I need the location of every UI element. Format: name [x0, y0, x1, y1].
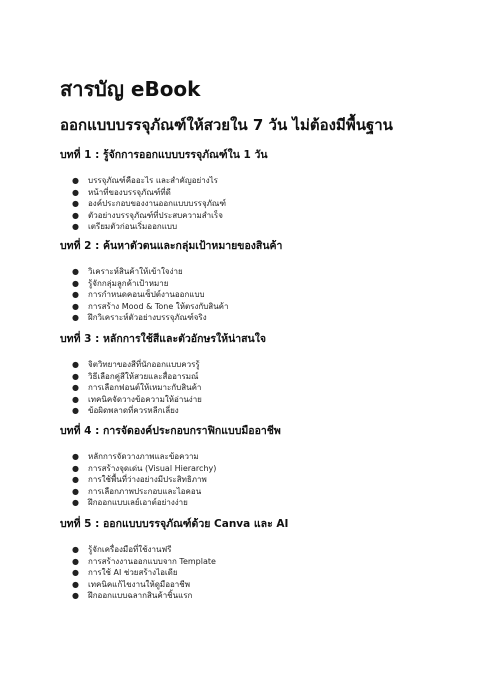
- chapter-heading: บทที่ 4 : การจัดองค์ประกอบกราฟิกแบบมืออาชีพ: [60, 425, 281, 437]
- bullet-icon: ●: [72, 187, 79, 197]
- chapter-3: [60, 332, 460, 417]
- list-item-text: การสร้างงานออกแบบจาก Template: [88, 556, 216, 566]
- list-item: [60, 278, 460, 290]
- bullet-icon: ●: [72, 545, 79, 554]
- list-item-text: เทคนิคจัดวางข้อความให้อ่านง่าย: [88, 394, 202, 404]
- chapter-2: [60, 239, 460, 324]
- list-item: [60, 198, 460, 210]
- list-item: [60, 266, 460, 278]
- list-item: [60, 301, 460, 313]
- chapter-item-list: [60, 544, 460, 602]
- bullet-icon: ●: [72, 360, 79, 369]
- list-item-text: ฝึกวิเคราะห์ตัวอย่างบรรจุภัณฑ์จริง: [88, 313, 207, 323]
- bullet-icon: ●: [72, 290, 79, 300]
- bullet-icon: ●: [72, 278, 79, 288]
- list-item-text: ฝึกออกแบบเลย์เอาต์อย่างง่าย: [88, 498, 188, 508]
- list-item-text: ฝึกออกแบบฉลากสินค้าชิ้นแรก: [88, 591, 193, 601]
- list-item-text: ตัวอย่างบรรจุภัณฑ์ที่ประสบความสำเร็จ: [88, 210, 223, 220]
- list-item-text: เทคนิคแก้ไขงานให้ดูมืออาชีพ: [88, 579, 190, 589]
- list-item-text: องค์ประกอบของงานออกแบบบรรจุภัณฑ์: [88, 199, 226, 209]
- chapter-heading: บทที่ 2 : ค้นหาตัวตนและกลุ่มเป้าหมายของสินค้า: [60, 240, 283, 252]
- list-item: [60, 486, 460, 498]
- list-item: [60, 289, 460, 301]
- list-item: [60, 312, 460, 324]
- list-item-text: รู้จักเครื่องมือที่ใช้งานฟรี: [88, 545, 172, 554]
- list-item: [60, 187, 460, 199]
- list-item: [60, 451, 460, 463]
- list-item-text: การใช้พื้นที่ว่างอย่างมีประสิทธิภาพ: [88, 475, 207, 485]
- list-item-text: เตรียมตัวก่อนเริ่มออกแบบ: [88, 222, 178, 232]
- bullet-icon: ●: [72, 383, 79, 393]
- list-item-text: ข้อผิดพลาดที่ควรหลีกเลี่ยง: [88, 406, 179, 416]
- bullet-icon: ●: [72, 222, 79, 232]
- list-item-text: การเลือกภาพประกอบและไอคอน: [88, 486, 202, 496]
- bullet-icon: ●: [72, 579, 79, 589]
- list-item-text: วิเคราะห์สินค้าให้เข้าใจง่าย: [88, 267, 183, 276]
- bullet-icon: ●: [72, 452, 79, 461]
- bullet-icon: ●: [72, 475, 79, 485]
- chapter-heading: บทที่ 1 : รู้จักการออกแบบบรรจุภัณฑ์ใน 1 วัน: [60, 149, 268, 161]
- bullet-icon: ●: [72, 498, 79, 508]
- bullet-icon: ●: [72, 556, 79, 566]
- bullet-icon: ●: [72, 371, 79, 381]
- bullet-icon: ●: [72, 313, 79, 323]
- bullet-icon: ●: [72, 591, 79, 601]
- chapter-item-list: [60, 359, 460, 417]
- bullet-icon: ●: [72, 301, 79, 311]
- bullet-icon: ●: [72, 199, 79, 209]
- list-item: [60, 371, 460, 383]
- list-item: [60, 175, 460, 187]
- list-item-text: วิธีเลือกคู่สีให้สวยและสื่ออารมณ์: [88, 371, 199, 381]
- list-item: [60, 463, 460, 475]
- chapter-item-list: [60, 175, 460, 233]
- document-title: สารบัญ eBook: [60, 77, 201, 101]
- list-item-text: การเลือกฟอนต์ให้เหมาะกับสินค้า: [88, 383, 202, 393]
- chapter-item-list: [60, 266, 460, 324]
- bullet-icon: ●: [72, 486, 79, 496]
- list-item-text: หน้าที่ของบรรจุภัณฑ์ที่ดี: [88, 187, 171, 197]
- bullet-icon: ●: [72, 210, 79, 220]
- list-item-text: การใช้ AI ช่วยสร้างไอเดีย: [88, 568, 178, 578]
- list-item: [60, 579, 460, 591]
- list-item: [60, 221, 460, 233]
- list-item-text: รู้จักกลุ่มลูกค้าเป้าหมาย: [88, 278, 169, 288]
- list-item-text: จิตวิทยาของสีที่นักออกแบบควรรู้: [88, 360, 200, 369]
- bullet-icon: ●: [72, 406, 79, 416]
- bullet-icon: ●: [72, 176, 79, 185]
- bullet-icon: ●: [72, 463, 79, 473]
- list-item: [60, 394, 460, 406]
- chapter-heading: บทที่ 5 : ออกแบบบรรจุภัณฑ์ด้วย Canva และ AI: [60, 518, 289, 530]
- chapter-item-list: [60, 451, 460, 509]
- list-item: [60, 590, 460, 602]
- list-item: [60, 359, 460, 371]
- list-item: [60, 497, 460, 509]
- list-item: [60, 544, 460, 556]
- list-item: [60, 405, 460, 417]
- list-item: [60, 556, 460, 568]
- list-item: [60, 474, 460, 486]
- list-item: [60, 210, 460, 222]
- list-item-text: บรรจุภัณฑ์คืออะไร และสำคัญอย่างไร: [88, 176, 218, 185]
- chapter-1: [60, 148, 460, 233]
- list-item-text: หลักการจัดวางภาพและข้อความ: [88, 452, 199, 461]
- chapter-heading: บทที่ 3 : หลักการใช้สีและตัวอักษรให้น่าสนใจ: [60, 333, 267, 345]
- list-item-text: การสร้างจุดเด่น (Visual Hierarchy): [88, 463, 217, 473]
- bullet-icon: ●: [72, 568, 79, 578]
- list-item-text: การกำหนดคอนเซ็ปต์งานออกแบบ: [88, 290, 205, 300]
- chapter-5: [60, 517, 460, 602]
- bullet-icon: ●: [72, 394, 79, 404]
- list-item: [60, 382, 460, 394]
- list-item: [60, 567, 460, 579]
- bullet-icon: ●: [72, 267, 79, 276]
- list-item-text: การสร้าง Mood & Tone ให้ตรงกับสินค้า: [88, 301, 229, 311]
- document-subtitle: ออกแบบบรรจุภัณฑ์ให้สวยใน 7 วัน ไม่ต้องมีพื้นฐาน: [60, 116, 393, 134]
- chapter-4: [60, 424, 460, 509]
